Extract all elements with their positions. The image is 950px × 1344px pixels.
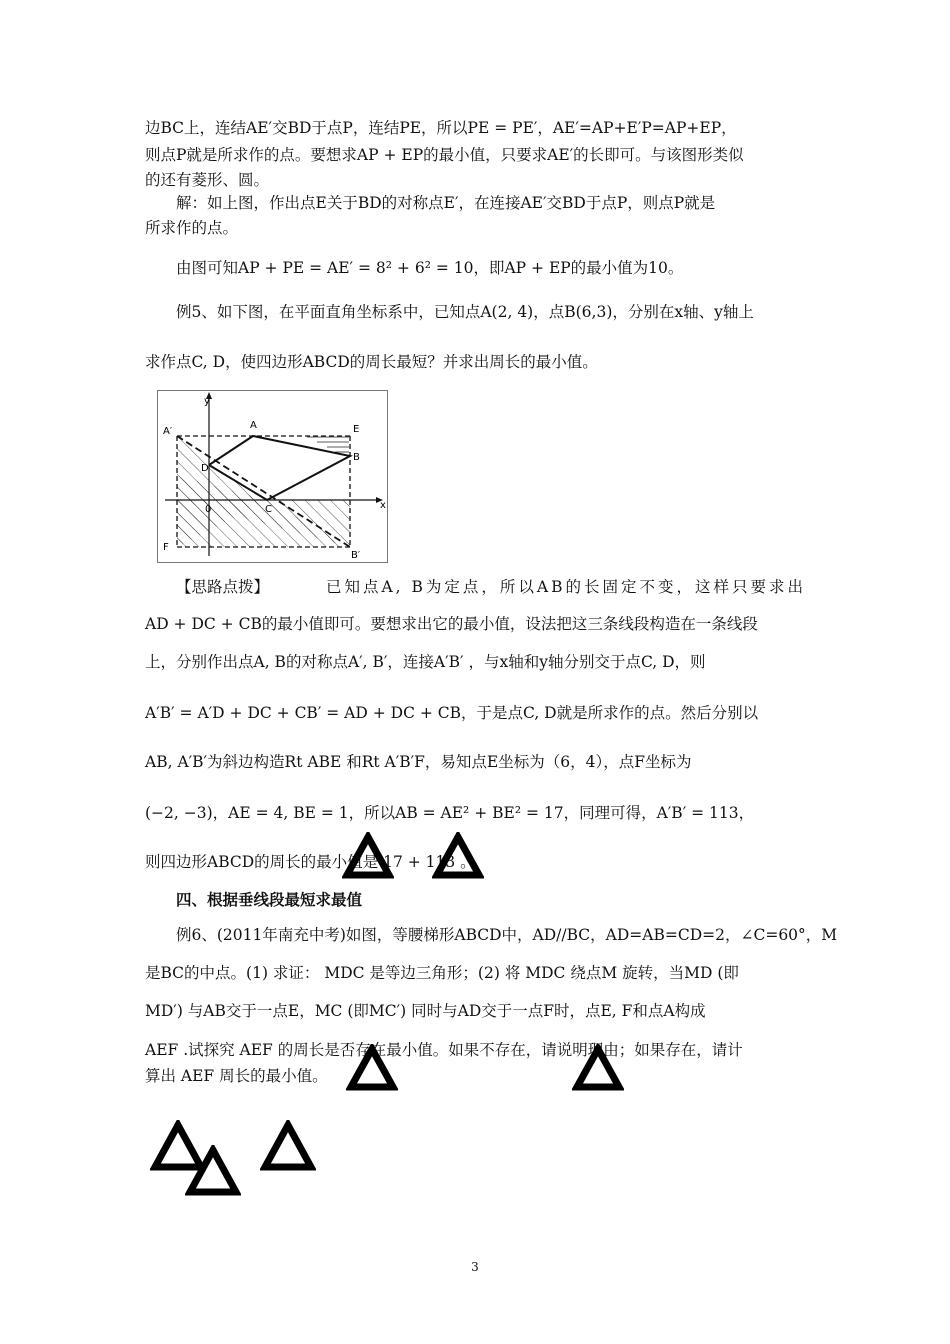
coordinate-figure xyxy=(157,390,388,563)
label-O: 0 xyxy=(205,504,212,515)
text-line: A′B′ = A′D + DC + CB′ = AD + DC + CB，于是点C, D就是所求作的点。然后分别以 xyxy=(145,704,759,722)
text-line: 由图可知AP + PE = AE′ = 8² + 6² = 10，即AP + EP的最小值为10。 xyxy=(176,259,684,277)
text-line: 则点P就是所求作的点。要想求AP + EP的最小值，只要求AE′的长即可。与该图形类似 xyxy=(145,146,744,164)
label-x: x xyxy=(380,500,386,511)
page-number: 3 xyxy=(471,1260,479,1274)
text-line: 上，分别作出点A, B的对称点A′, B′，连接A′B′ ，与x轴和y轴分别交于点C, D，则 xyxy=(145,653,706,671)
triangle-icon xyxy=(572,1044,624,1092)
label-A-prime: A′ xyxy=(163,426,173,437)
hint-text: 已知点A, B为定点，所以AB的长固定不变，这样只要求出 xyxy=(325,578,806,596)
triangle-icon xyxy=(185,1145,241,1197)
text-line: 解：如上图，作出点E关于BD的对称点E′，在连接AE′交BD于点P，则点P就是 xyxy=(176,194,716,212)
triangle-icon xyxy=(342,832,394,880)
section-heading: 四、根据垂线段最短求最值 xyxy=(176,891,363,909)
label-E: E xyxy=(353,424,360,435)
text-line: AD + DC + CB的最小值即可。要想求出它的最小值，设法把这三条线段构造在一条线段 xyxy=(145,615,758,633)
text-line: AEF .试探究 AEF 的周长是否存在最小值。如果不存在，请说明理由；如果存在，请计 xyxy=(145,1041,743,1059)
text-line: 所求作的点。 xyxy=(145,219,239,237)
triangle-icon xyxy=(346,1044,398,1092)
text-line: 则四边形ABCD的周长的最小值是 17 + 113 。 xyxy=(145,853,476,871)
text-line: AB, A′B′为斜边构造Rt ABE 和Rt A′B′F，易知点E坐标为（6，4），点F坐标为 xyxy=(145,753,692,771)
text-line: 例6、(2011年南充中考)如图，等腰梯形ABCD中，AD//BC，AD=AB=CD=2，∠C=60°，M xyxy=(176,926,838,944)
hint-head: 【思路点拨】 xyxy=(176,578,270,596)
triangle-icon xyxy=(260,1120,316,1172)
text-line: 求作点C, D，使四边形ABCD的周长最短？并求出周长的最小值。 xyxy=(145,353,598,371)
text-line: 边BC上，连结AE′交BD于点P，连结PE，所以PE = PE′，AE′=AP+E′P=AP+EP， xyxy=(145,119,737,137)
label-F: F xyxy=(163,542,169,553)
label-A: A xyxy=(250,420,257,431)
text-line: 是BC的中点。(1) 求证： MDC 是等边三角形；(2) 将 MDC 绕点M 旋转，当MD (即 xyxy=(145,964,739,982)
text-line: MD′) 与AB交于一点E，MC (即MC′) 同时与AD交于一点F时，点E, F和点A构成 xyxy=(145,1002,706,1020)
text-line: 算出 AEF 周长的最小值。 xyxy=(145,1067,328,1085)
label-y: y xyxy=(204,396,210,407)
text-line xyxy=(176,577,806,597)
text-line: 的还有菱形、圆。 xyxy=(145,171,270,189)
text-line: (−2, −3)，AE = 4, BE = 1，所以AB = AE² + BE² = 17，同理可得，A′B′ = 113， xyxy=(145,804,755,822)
label-B: B xyxy=(353,452,360,463)
label-D: D xyxy=(201,463,209,474)
label-B-prime: B′ xyxy=(351,550,361,561)
text-line: 例5、如下图，在平面直角坐标系中，已知点A(2, 4)，点B(6,3)，分别在x轴、y轴上 xyxy=(176,303,754,321)
label-C: C xyxy=(265,504,272,515)
triangle-icon xyxy=(432,832,484,880)
